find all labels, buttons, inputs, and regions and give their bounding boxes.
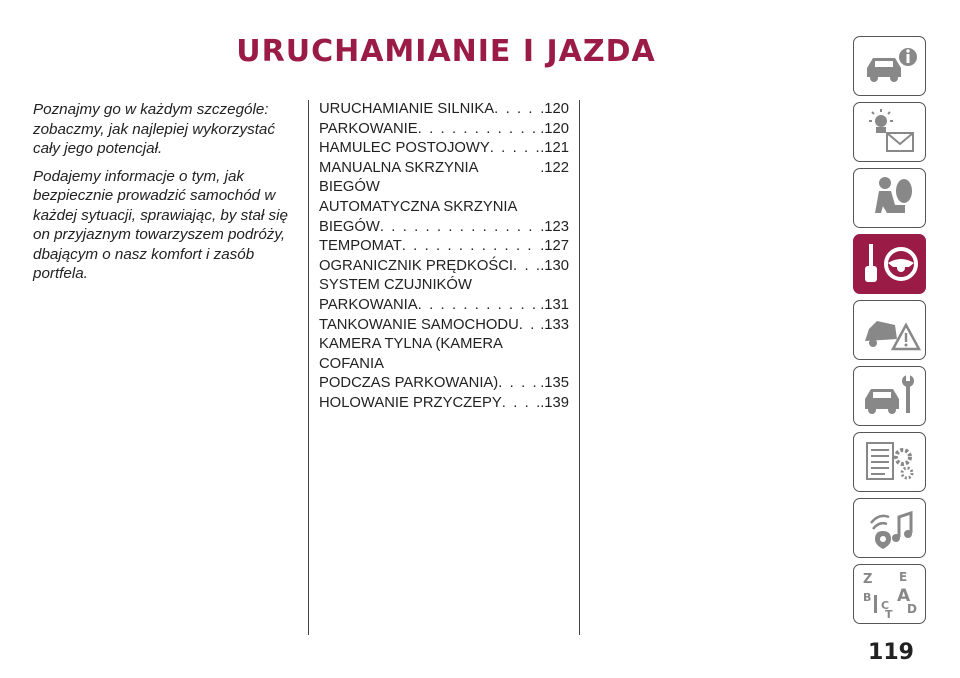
toc-dot-leader [502, 394, 540, 414]
toc-entry-page: .122 [540, 159, 569, 176]
page-title: URUCHAMIANIE I JAZDA [236, 34, 656, 69]
chapter-tab-warning-lights[interactable] [853, 102, 926, 162]
toc-entry-title: HOLOWANIE PRZYCZEPY [319, 394, 502, 411]
chapter-tab-index[interactable] [853, 564, 926, 624]
toc-entry-page: .123 [540, 218, 569, 235]
chapter-tab-emergency[interactable] [853, 300, 926, 360]
toc-entry-page: .131 [540, 296, 569, 313]
toc-entry-title: AUTOMATYCZNA SKRZYNIA [319, 198, 518, 215]
table-of-contents [319, 100, 569, 414]
chapter-tab-technical-data[interactable] [853, 432, 926, 492]
toc-entry[interactable] [319, 198, 569, 237]
toc-entry-title: KAMERA TYLNA (KAMERA COFANIA [319, 336, 503, 372]
index-letter: A [896, 586, 910, 606]
chapter-tab-car-info[interactable] [853, 36, 926, 96]
toc-dot-leader [418, 296, 541, 316]
toc-dot-leader [494, 100, 540, 120]
toc-entry-page: .121 [540, 140, 569, 157]
car-info-icon [859, 41, 921, 91]
toc-entry[interactable] [319, 139, 569, 159]
key-steering-wheel-icon [859, 239, 921, 289]
toc-dot-leader [513, 257, 540, 277]
toc-entry-page: .120 [540, 101, 569, 117]
toc-entry-title: HAMULEC POSTOJOWY [319, 140, 490, 157]
intro-text [33, 100, 295, 292]
car-wrench-icon [859, 371, 921, 421]
toc-entry[interactable] [319, 276, 569, 315]
toc-entry[interactable] [319, 394, 569, 414]
page-number: 119 [868, 640, 914, 665]
chapter-tab-sidebar [853, 36, 928, 630]
chapter-tab-safety[interactable] [853, 168, 926, 228]
toc-entry[interactable] [319, 120, 569, 140]
index-letter: T [884, 608, 893, 619]
chapter-tab-multimedia[interactable] [853, 498, 926, 558]
warning-lights-mail-icon [859, 107, 921, 157]
toc-entry[interactable] [319, 237, 569, 257]
toc-entry[interactable] [319, 335, 569, 394]
toc-entry-title: URUCHAMIANIE SILNIKA [319, 101, 495, 117]
toc-entry-title: MANUALNA SKRZYNIA BIEGÓW [319, 159, 478, 196]
toc-entry[interactable] [319, 159, 569, 198]
toc-entry-title: TEMPOMAT [319, 238, 402, 255]
toc-entry-title: BIEGÓW [319, 218, 380, 235]
car-crash-warning-icon [859, 305, 921, 355]
toc-entry-title: PODCZAS PARKOWANIA) [319, 375, 499, 392]
toc-entry-title: TANKOWANIE SAMOCHODU [319, 316, 519, 333]
toc-dot-leader [380, 218, 540, 238]
alphabetical-index-icon [859, 569, 921, 619]
toc-dot-leader [490, 139, 540, 159]
column-divider-left [308, 100, 309, 635]
intro-paragraph: Poznajmy go w każdym szczególe: zobaczmy, jak najlepiej wykorzystać cały jego potencjał. [33, 101, 275, 157]
toc-entry-page: .133 [540, 316, 569, 333]
index-letter: D [906, 602, 917, 616]
toc-entry-title: SYSTEM CZUJNIKÓW [319, 277, 472, 294]
index-letter: E [898, 570, 907, 584]
toc-entry-title: PARKOWANIA [319, 296, 418, 313]
toc-entry-page: .130 [540, 257, 569, 274]
toc-dot-leader [402, 237, 540, 257]
toc-entry[interactable] [319, 257, 569, 277]
intro-paragraph: Podajemy informacje o tym, jak bezpiecznie prowadzić samochód w każdej sytuacji, sprawiając, by stał się on przyjaznym towarzyszem podróży, dbającym o nasz komfort i zasób portfela. [33, 167, 288, 282]
toc-entry[interactable] [319, 100, 569, 120]
toc-entry[interactable] [319, 316, 569, 336]
chapter-tab-starting-driving[interactable] [853, 234, 926, 294]
seat-airbag-icon [859, 173, 921, 223]
toc-entry-page: .127 [540, 238, 569, 255]
toc-entry-page: .135 [540, 375, 569, 392]
index-letter: C [880, 599, 889, 612]
toc-entry-title: OGRANICZNIK PRĘDKOŚCI [319, 257, 514, 274]
toc-dot-leader [498, 374, 540, 394]
toc-entry-title: PARKOWANIE [319, 120, 418, 137]
toc-dot-leader [519, 316, 540, 336]
index-letter: Z [862, 572, 872, 587]
toc-dot-leader [418, 120, 541, 140]
multimedia-icon [859, 503, 921, 553]
chapter-tab-maintenance[interactable] [853, 366, 926, 426]
index-letter: B [862, 591, 871, 604]
toc-entry-page: .120 [540, 120, 569, 137]
toc-entry-page: .139 [540, 394, 569, 411]
column-divider-right [579, 100, 580, 635]
specs-gears-icon [859, 437, 921, 487]
